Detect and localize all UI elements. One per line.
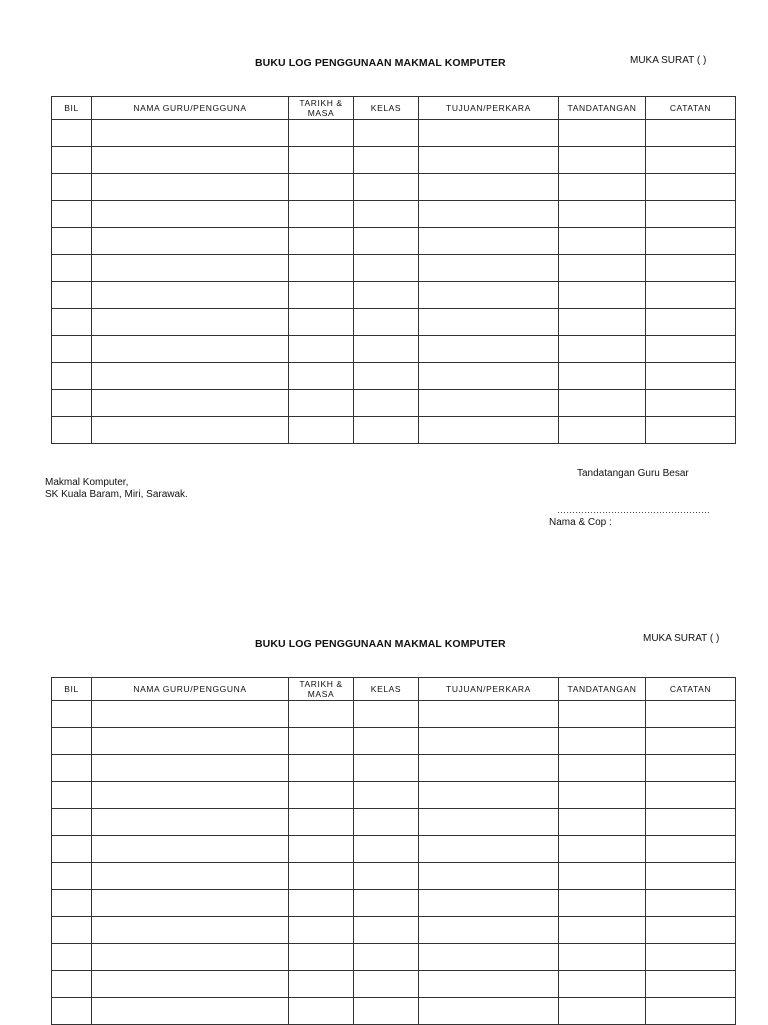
table-row [52,755,736,782]
table-cell [646,417,736,444]
table-cell [289,809,354,836]
table-cell [354,390,419,417]
table-row [52,701,736,728]
table-cell [289,363,354,390]
column-header-tujuan: TUJUAN/PERKARA [419,97,559,120]
table-cell [52,863,92,890]
column-header-nama: NAMA GURU/PENGGUNA [92,97,289,120]
table-cell [52,363,92,390]
table-cell [354,809,419,836]
table-cell [354,147,419,174]
table-row [52,890,736,917]
table-cell [559,201,646,228]
table-cell [419,836,559,863]
table-cell [92,228,289,255]
table-cell [354,336,419,363]
table-cell [646,201,736,228]
table-cell [92,971,289,998]
table-cell [289,174,354,201]
table-cell [646,309,736,336]
table-cell [289,701,354,728]
table-row [52,120,736,147]
table-cell [646,228,736,255]
table-cell [354,282,419,309]
table-row [52,255,736,282]
table-cell [92,755,289,782]
table-cell [354,755,419,782]
table-row [52,174,736,201]
table-cell [419,944,559,971]
table-cell [92,417,289,444]
table-cell [289,228,354,255]
table-cell [559,944,646,971]
log-sheet-2 [0,580,768,1024]
table-cell [354,728,419,755]
table-cell [289,147,354,174]
table-cell [419,782,559,809]
column-header-tarikh: TARIKH & MASA [289,678,354,701]
column-header-catatan: CATATAN [646,678,736,701]
table-cell [646,336,736,363]
table-cell [559,917,646,944]
table-cell [419,282,559,309]
table-cell [289,336,354,363]
table-cell [559,390,646,417]
table-header-row [52,97,736,120]
table-cell [289,755,354,782]
table-row [52,147,736,174]
table-row [52,728,736,755]
table-cell [559,998,646,1025]
table-cell [419,336,559,363]
address-line: SK Kuala Baram, Miri, Sarawak. [45,489,188,500]
table-row [52,282,736,309]
table-cell [419,809,559,836]
table-cell [92,120,289,147]
table-cell [354,228,419,255]
table-cell [646,998,736,1025]
table-row [52,336,736,363]
table-cell [354,701,419,728]
table-cell [354,363,419,390]
name-stamp-label: Nama & Cop : [549,517,612,528]
table-cell [289,890,354,917]
table-cell [354,120,419,147]
page-number-label: MUKA SURAT ( ) [643,633,720,644]
table-cell [92,863,289,890]
table-cell [559,120,646,147]
table-row [52,228,736,255]
column-header-bil: BIL [52,678,92,701]
table-cell [646,836,736,863]
table-cell [419,917,559,944]
table-cell [559,863,646,890]
table-cell [646,971,736,998]
column-header-tandatangan: TANDATANGAN [559,97,646,120]
table-header-row [52,678,736,701]
table-cell [646,728,736,755]
table-cell [92,917,289,944]
table-cell [92,782,289,809]
table-cell [354,836,419,863]
table-cell [52,147,92,174]
lab-address [45,477,188,501]
table-cell [559,336,646,363]
table-cell [92,282,289,309]
column-header-kelas: KELAS [354,678,419,701]
table-cell [92,809,289,836]
table-cell [52,782,92,809]
table-cell [52,728,92,755]
table-body [52,701,736,1025]
table-row [52,863,736,890]
table-cell [559,728,646,755]
table-cell [289,971,354,998]
table-cell [419,120,559,147]
table-row [52,390,736,417]
table-cell [52,201,92,228]
table-row [52,836,736,863]
table-cell [289,863,354,890]
column-header-tandatangan: TANDATANGAN [559,678,646,701]
table-cell [354,917,419,944]
table-cell [92,728,289,755]
table-cell [92,836,289,863]
table-cell [559,147,646,174]
table-cell [559,255,646,282]
table-row [52,998,736,1025]
table-cell [289,120,354,147]
table-row [52,971,736,998]
table-cell [92,309,289,336]
table-cell [419,228,559,255]
table-cell [52,255,92,282]
table-cell [419,863,559,890]
table-cell [419,998,559,1025]
column-header-tujuan: TUJUAN/PERKARA [419,678,559,701]
table-cell [354,971,419,998]
table-cell [646,917,736,944]
table-cell [52,174,92,201]
table-cell [419,417,559,444]
table-cell [354,174,419,201]
table-cell [419,363,559,390]
column-header-catatan: CATATAN [646,97,736,120]
table-cell [419,390,559,417]
table-cell [646,120,736,147]
table-cell [559,228,646,255]
table-cell [559,782,646,809]
table-cell [289,282,354,309]
table-row [52,417,736,444]
table-cell [419,971,559,998]
table-cell [559,363,646,390]
table-cell [646,809,736,836]
table-row [52,782,736,809]
table-cell [52,336,92,363]
table-cell [52,228,92,255]
table-cell [559,282,646,309]
table-cell [92,890,289,917]
table-cell [559,417,646,444]
table-cell [354,863,419,890]
log-table [51,677,736,1025]
column-header-bil: BIL [52,97,92,120]
table-cell [289,417,354,444]
form-title: BUKU LOG PENGGUNAAN MAKMAL KOMPUTER [255,638,506,650]
page-number-label: MUKA SURAT ( ) [630,55,707,66]
table-cell [52,755,92,782]
table-cell [92,174,289,201]
table-cell [52,701,92,728]
column-header-nama: NAMA GURU/PENGGUNA [92,678,289,701]
table-cell [92,944,289,971]
table-cell [92,701,289,728]
table-row [52,917,736,944]
table-cell [289,782,354,809]
table-cell [559,971,646,998]
table-cell [354,944,419,971]
table-cell [559,701,646,728]
table-cell [52,120,92,147]
table-cell [92,363,289,390]
log-table [51,96,736,444]
table-cell [92,336,289,363]
table-cell [646,255,736,282]
table-cell [52,282,92,309]
table-cell [646,174,736,201]
table-row [52,201,736,228]
table-cell [52,917,92,944]
table-cell [646,390,736,417]
table-cell [419,174,559,201]
table-cell [52,971,92,998]
table-cell [559,809,646,836]
table-cell [289,836,354,863]
table-cell [559,309,646,336]
table-body [52,120,736,444]
table-cell [354,309,419,336]
table-cell [354,998,419,1025]
table-cell [646,147,736,174]
table-row [52,944,736,971]
table-cell [646,363,736,390]
table-cell [289,309,354,336]
column-header-kelas: KELAS [354,97,419,120]
table-cell [52,417,92,444]
table-cell [559,890,646,917]
table-cell [289,390,354,417]
column-header-tarikh: TARIKH & MASA [289,97,354,120]
table-cell [92,147,289,174]
table-cell [289,255,354,282]
table-cell [354,782,419,809]
table-cell [646,782,736,809]
table-cell [646,755,736,782]
table-cell [92,201,289,228]
table-cell [289,944,354,971]
form-title: BUKU LOG PENGGUNAAN MAKMAL KOMPUTER [255,57,506,69]
table-cell [559,174,646,201]
table-cell [289,728,354,755]
table-row [52,309,736,336]
table-cell [646,890,736,917]
table-cell [92,255,289,282]
table-cell [92,998,289,1025]
table-cell [52,809,92,836]
table-cell [559,836,646,863]
table-cell [419,728,559,755]
table-cell [419,201,559,228]
table-cell [52,998,92,1025]
table-cell [52,944,92,971]
table-cell [289,998,354,1025]
table-cell [52,890,92,917]
signature-line: …………………………………………… [557,505,710,515]
table-row [52,809,736,836]
table-cell [354,201,419,228]
table-cell [646,863,736,890]
table-cell [646,701,736,728]
table-cell [646,944,736,971]
table-cell [419,147,559,174]
table-cell [52,836,92,863]
table-cell [52,309,92,336]
table-cell [419,255,559,282]
table-cell [354,255,419,282]
table-cell [52,390,92,417]
address-line: Makmal Komputer, [45,477,129,488]
table-cell [559,755,646,782]
table-cell [419,890,559,917]
table-cell [419,309,559,336]
table-cell [354,417,419,444]
table-cell [289,917,354,944]
table-cell [419,755,559,782]
headmaster-signature-caption: Tandatangan Guru Besar [577,468,689,479]
table-cell [419,701,559,728]
table-cell [92,390,289,417]
table-cell [289,201,354,228]
table-cell [646,282,736,309]
table-cell [354,890,419,917]
table-row [52,363,736,390]
